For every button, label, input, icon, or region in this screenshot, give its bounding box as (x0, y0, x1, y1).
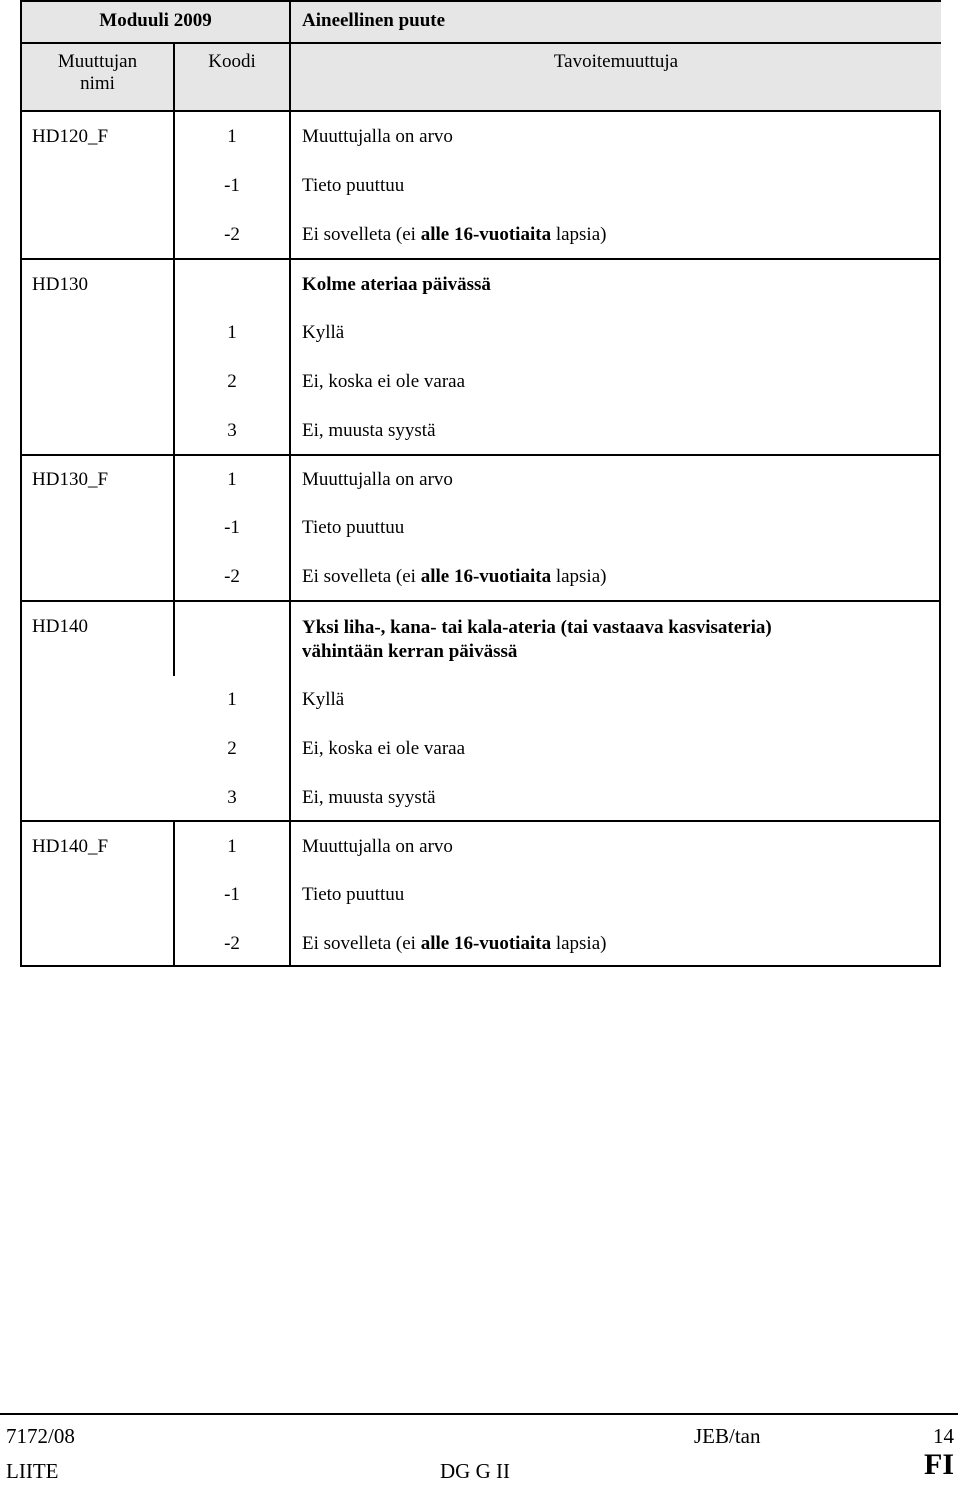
description-text: lapsia) (551, 224, 607, 245)
document-number: 7172/08 (6, 1424, 75, 1448)
variable-description: Ei, koska ei ole varaa (302, 371, 466, 392)
variable-description: Tieto puuttuu (302, 884, 405, 905)
author-reference: JEB/tan (694, 1424, 761, 1448)
variable-description: Tieto puuttuu (302, 517, 405, 538)
variable-code: -1 (224, 175, 240, 196)
description-text: lapsia) (551, 933, 607, 954)
variable-code: 2 (227, 738, 237, 759)
variable-description: Muuttujalla on arvo (302, 126, 453, 147)
question-line1: Yksi liha-, kana- tai kala-ateria (tai vastaava kasvisateria) (302, 617, 772, 638)
variable-code: 1 (227, 836, 237, 857)
variable-name: HD130_F (32, 469, 109, 490)
column-header-name-line2: nimi (80, 73, 115, 94)
description-bold: alle 16-vuotiaita (420, 224, 552, 245)
variable-description: Ei, muusta syystä (302, 787, 436, 808)
row-divider (22, 820, 941, 822)
variable-code: 1 (227, 322, 237, 343)
variable-code: -2 (224, 566, 240, 587)
variable-question (302, 616, 772, 664)
variable-code: 1 (227, 689, 237, 710)
variable-code: 1 (227, 469, 237, 490)
variable-code: -2 (224, 933, 240, 954)
question-line2: vähintään kerran päivässä (302, 641, 518, 662)
variable-name: HD140_F (32, 836, 109, 857)
description-text: Ei sovelleta (ei (302, 566, 421, 587)
directorate-label: DG G II (440, 1459, 510, 1483)
footer-divider (0, 1413, 958, 1415)
variable-description (302, 933, 606, 955)
row-divider (22, 454, 941, 456)
column-header-code: Koodi (208, 51, 256, 72)
description-bold: alle 16-vuotiaita (420, 566, 552, 587)
description-text: Ei sovelleta (ei (302, 933, 421, 954)
variable-name: HD140 (32, 616, 88, 637)
variable-description: Kyllä (302, 689, 345, 710)
variable-description (302, 566, 606, 588)
row-divider (22, 258, 941, 260)
module-title: Moduuli 2009 (99, 10, 212, 31)
variable-code: 1 (227, 126, 237, 147)
variable-name: HD120_F (32, 126, 109, 147)
variable-description: Muuttujalla on arvo (302, 469, 453, 490)
material-title: Aineellinen puute (302, 10, 446, 31)
language-code: FI (924, 1448, 954, 1481)
variable-description: Muuttujalla on arvo (302, 836, 453, 857)
page-number: 14 (933, 1424, 954, 1448)
column-header-name-line1: Muuttujan (57, 51, 138, 72)
variable-code: 2 (227, 371, 237, 392)
column-header-name (22, 51, 173, 95)
annex-label: LIITE (6, 1459, 59, 1483)
variable-code: -1 (224, 517, 240, 538)
variable-description: Ei, muusta syystä (302, 420, 436, 441)
variable-code: -2 (224, 224, 240, 245)
description-text: lapsia) (551, 566, 607, 587)
variable-table (20, 0, 941, 967)
description-text: Ei sovelleta (ei (302, 224, 421, 245)
variable-code: 3 (227, 420, 237, 441)
row-divider (22, 600, 941, 602)
variable-description: Kyllä (302, 322, 345, 343)
variable-name: HD130 (32, 274, 88, 295)
variable-question: Kolme ateriaa päivässä (302, 274, 491, 295)
column-header-target: Tavoitemuuttuja (553, 51, 679, 72)
description-bold: alle 16-vuotiaita (420, 933, 552, 954)
variable-description: Ei, koska ei ole varaa (302, 738, 466, 759)
variable-code: -1 (224, 884, 240, 905)
variable-description: Tieto puuttuu (302, 175, 405, 196)
variable-code: 3 (227, 787, 237, 808)
variable-description (302, 224, 606, 246)
